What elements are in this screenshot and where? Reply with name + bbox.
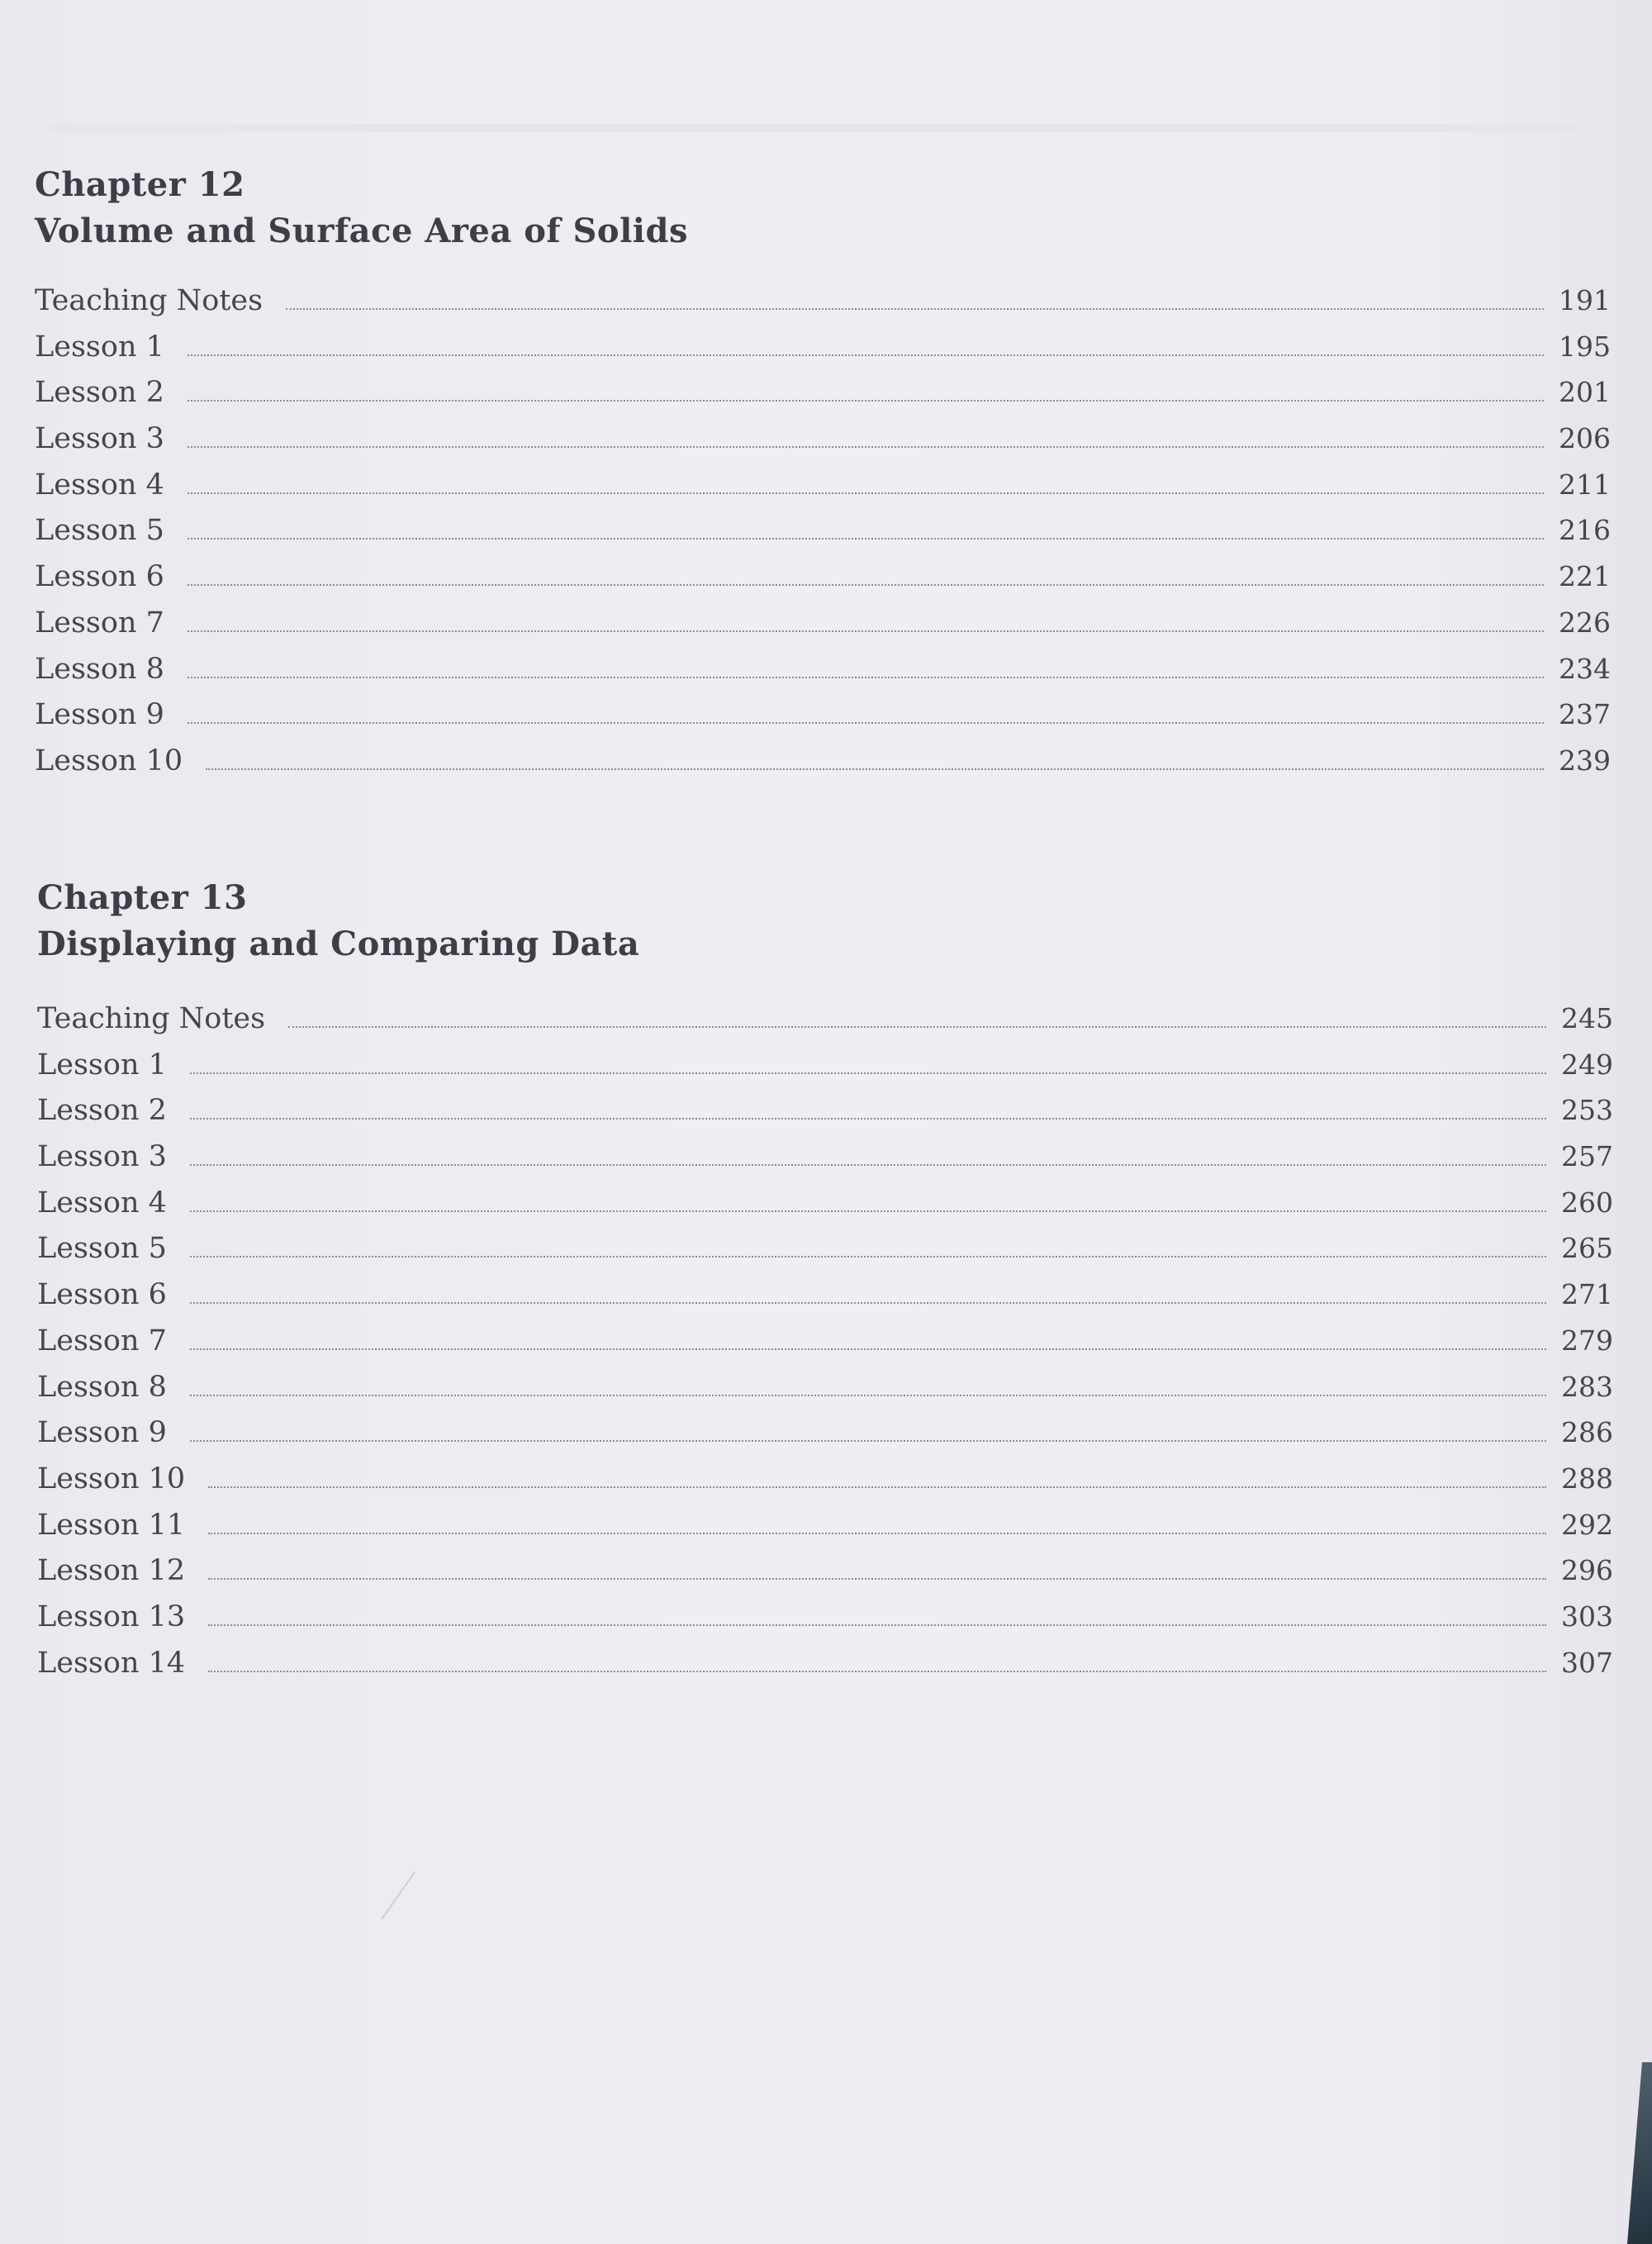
toc-row bbox=[35, 468, 1611, 515]
toc-page-number: 260 bbox=[1561, 1186, 1613, 1219]
dot-leader bbox=[208, 1533, 1546, 1534]
toc-row bbox=[35, 284, 1611, 330]
toc-entry-label: Lesson 10 bbox=[35, 744, 183, 777]
toc-entry-label: Lesson 2 bbox=[37, 1094, 167, 1128]
toc-page-number: 211 bbox=[1559, 468, 1611, 501]
dot-leader bbox=[208, 1486, 1546, 1488]
toc-row bbox=[35, 698, 1611, 744]
toc-page-number: 292 bbox=[1561, 1508, 1613, 1541]
toc-row bbox=[37, 1371, 1611, 1417]
dot-leader bbox=[188, 446, 1544, 448]
toc-entries bbox=[35, 284, 1611, 791]
toc-page-number: 303 bbox=[1561, 1600, 1613, 1633]
dot-leader bbox=[206, 768, 1544, 770]
toc-row bbox=[37, 1278, 1611, 1324]
toc-page-number: 288 bbox=[1561, 1462, 1613, 1495]
toc-page-number: 271 bbox=[1561, 1278, 1613, 1311]
toc-entry-label: Lesson 8 bbox=[37, 1370, 167, 1404]
toc-entry-label: Teaching Notes bbox=[37, 1002, 266, 1035]
toc-entry-label: Lesson 1 bbox=[35, 330, 164, 364]
page-edge-mark bbox=[1627, 2062, 1652, 2244]
dot-leader bbox=[190, 1118, 1546, 1120]
toc-row bbox=[35, 376, 1611, 422]
dot-leader bbox=[208, 1624, 1546, 1626]
toc-entry-label: Lesson 13 bbox=[37, 1600, 186, 1633]
toc-page-number: 221 bbox=[1559, 560, 1611, 593]
toc-row bbox=[37, 1509, 1611, 1555]
toc-row bbox=[37, 1048, 1611, 1095]
dot-leader bbox=[188, 492, 1544, 494]
toc-row bbox=[37, 1002, 1611, 1048]
toc-page-number: 245 bbox=[1561, 1002, 1613, 1034]
toc-page-number: 257 bbox=[1561, 1140, 1613, 1173]
dot-leader bbox=[188, 538, 1544, 540]
chapter-number: Chapter 12 bbox=[35, 165, 245, 204]
dot-leader bbox=[188, 630, 1544, 632]
toc-row bbox=[37, 1554, 1611, 1600]
toc-row bbox=[37, 1232, 1611, 1278]
toc-entry-label: Lesson 6 bbox=[37, 1278, 167, 1312]
dot-leader bbox=[190, 1210, 1546, 1212]
dot-leader bbox=[190, 1440, 1546, 1442]
dot-leader bbox=[286, 308, 1544, 310]
toc-page-number: 296 bbox=[1561, 1554, 1613, 1587]
toc-entry-label: Lesson 9 bbox=[37, 1416, 167, 1450]
toc-entry-label: Lesson 3 bbox=[35, 422, 164, 456]
toc-row bbox=[35, 652, 1611, 699]
dot-leader bbox=[188, 400, 1544, 402]
toc-entry-label: Lesson 3 bbox=[37, 1140, 167, 1174]
toc-entry-label: Lesson 9 bbox=[35, 698, 164, 732]
dot-leader bbox=[190, 1395, 1546, 1396]
show-through-rule bbox=[50, 124, 1594, 132]
paper-scratch bbox=[381, 1871, 415, 1919]
toc-row bbox=[35, 330, 1611, 377]
dot-leader bbox=[208, 1671, 1546, 1672]
dot-leader bbox=[188, 584, 1544, 586]
toc-page-number: 249 bbox=[1561, 1048, 1613, 1081]
toc-row bbox=[35, 422, 1611, 468]
toc-entry-label: Lesson 6 bbox=[35, 560, 164, 594]
toc-entries bbox=[37, 1002, 1611, 1692]
toc-page-number: 206 bbox=[1559, 422, 1611, 455]
toc-entry-label: Teaching Notes bbox=[35, 284, 263, 317]
toc-page-number: 265 bbox=[1561, 1232, 1613, 1265]
toc-entry-label: Lesson 2 bbox=[35, 376, 164, 410]
toc-row bbox=[35, 514, 1611, 560]
toc-row bbox=[35, 744, 1611, 791]
toc-row bbox=[37, 1140, 1611, 1186]
dot-leader bbox=[190, 1072, 1546, 1074]
dot-leader bbox=[190, 1302, 1546, 1304]
toc-row bbox=[37, 1094, 1611, 1140]
toc-entry-label: Lesson 10 bbox=[37, 1462, 186, 1495]
dot-leader bbox=[190, 1256, 1546, 1257]
toc-entry-label: Lesson 1 bbox=[37, 1048, 167, 1082]
toc-entry-label: Lesson 12 bbox=[37, 1554, 186, 1588]
toc-page-number: 226 bbox=[1559, 606, 1611, 639]
toc-page-number: 253 bbox=[1561, 1094, 1613, 1127]
toc-page-number: 201 bbox=[1559, 376, 1611, 409]
toc-entry-label: Lesson 5 bbox=[37, 1232, 167, 1266]
toc-entry-label: Lesson 4 bbox=[37, 1186, 167, 1219]
toc-row bbox=[35, 606, 1611, 653]
toc-row bbox=[37, 1600, 1611, 1647]
toc-entry-label: Lesson 11 bbox=[37, 1508, 186, 1542]
toc-row bbox=[37, 1416, 1611, 1462]
toc-entry-label: Lesson 7 bbox=[35, 606, 164, 639]
toc-page-number: 191 bbox=[1559, 284, 1611, 316]
toc-page-number: 283 bbox=[1561, 1370, 1613, 1403]
chapter-title: Volume and Surface Area of Solids bbox=[35, 212, 688, 250]
toc-row bbox=[37, 1324, 1611, 1371]
chapter-title: Displaying and Comparing Data bbox=[37, 925, 640, 963]
dot-leader bbox=[190, 1164, 1546, 1166]
dot-leader bbox=[188, 722, 1544, 724]
toc-page-number: 234 bbox=[1559, 652, 1611, 685]
toc-entry-label: Lesson 7 bbox=[37, 1324, 167, 1357]
toc-page-number: 237 bbox=[1559, 698, 1611, 731]
toc-page-number: 286 bbox=[1561, 1416, 1613, 1449]
toc-entry-label: Lesson 8 bbox=[35, 652, 164, 686]
toc-entry-label: Lesson 5 bbox=[35, 514, 164, 548]
dot-leader bbox=[190, 1348, 1546, 1350]
chapter-13-section bbox=[37, 875, 1611, 1692]
toc-page-number: 216 bbox=[1559, 514, 1611, 547]
dot-leader bbox=[208, 1578, 1546, 1580]
toc-entry-label: Lesson 4 bbox=[35, 468, 164, 502]
dot-leader bbox=[188, 677, 1544, 678]
toc-page-number: 195 bbox=[1559, 330, 1611, 363]
toc-row bbox=[35, 560, 1611, 606]
chapter-12-section bbox=[35, 162, 1611, 791]
chapter-number: Chapter 13 bbox=[37, 878, 248, 917]
toc-entry-label: Lesson 14 bbox=[37, 1646, 186, 1680]
toc-row bbox=[37, 1647, 1611, 1693]
toc-row bbox=[37, 1462, 1611, 1509]
dot-leader bbox=[188, 354, 1544, 356]
toc-page-number: 239 bbox=[1559, 744, 1611, 777]
dot-leader bbox=[288, 1026, 1546, 1028]
toc-page-number: 307 bbox=[1561, 1646, 1613, 1679]
toc-page-number: 279 bbox=[1561, 1324, 1613, 1357]
toc-row bbox=[37, 1186, 1611, 1233]
